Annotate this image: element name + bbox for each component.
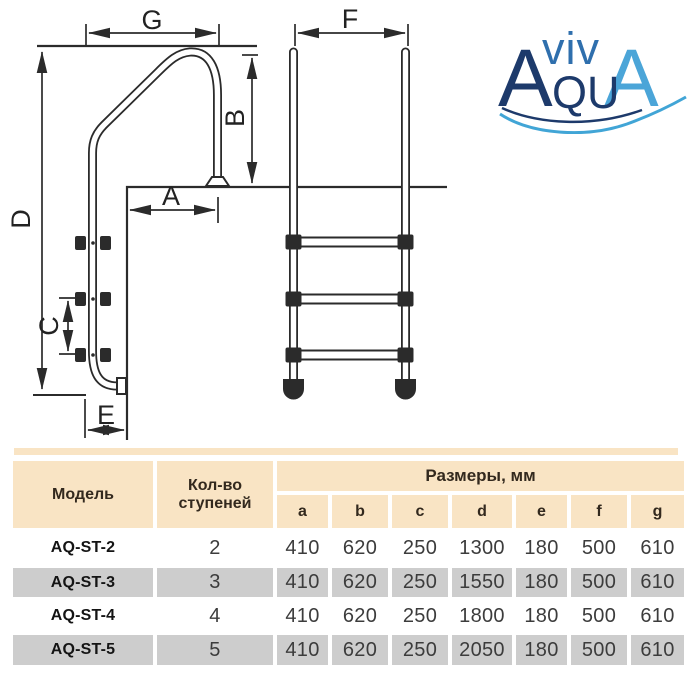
model-name: AQ-ST-2 [13,532,153,564]
steps-count: 2 [157,532,273,564]
front-view-drawing [283,24,416,400]
model-name: AQ-ST-4 [13,601,153,631]
value-d: 2050 [452,635,512,665]
value-g: 610 [631,635,684,665]
ladder-rails-front [294,52,406,390]
value-f: 500 [571,635,627,665]
value-c: 250 [392,532,448,564]
dim-col-c: c [392,495,448,528]
wall-flange [117,378,126,394]
dim-label-g: G [141,5,163,35]
dim-label-a: A [161,181,181,211]
value-e: 180 [516,532,567,564]
value-b: 620 [332,635,388,665]
dim-col-b: b [332,495,388,528]
value-a: 410 [277,601,328,631]
value-g: 610 [631,568,684,597]
logo-letter-a1: A [498,33,553,124]
value-c: 250 [392,635,448,665]
value-f: 500 [571,568,627,597]
ladder-feet [283,379,416,400]
value-a: 410 [277,532,328,564]
value-g: 610 [631,601,684,631]
value-a: 410 [277,568,328,597]
value-e: 180 [516,635,567,665]
dim-col-a: a [277,495,328,528]
dim-label-d: D [6,209,36,229]
spec-table [13,461,684,665]
deck-and-wall-line [127,187,447,440]
model-name: AQ-ST-3 [13,568,153,597]
col-header-model: Модель [13,461,153,528]
value-g: 610 [631,532,684,564]
value-b: 620 [332,532,388,564]
logo-word-viv: viv [542,23,600,74]
dim-col-f: f [571,495,627,528]
logo-letter-a2: A [604,33,659,124]
model-name: AQ-ST-5 [13,635,153,665]
dim-col-g: g [631,495,684,528]
value-d: 1800 [452,601,512,631]
dim-label-e: E [96,400,116,430]
value-f: 500 [571,532,627,564]
dim-label-b: B [220,108,250,128]
side-view-drawing [33,24,447,440]
steps-count: 4 [157,601,273,631]
value-e: 180 [516,601,567,631]
col-header-steps: Кол-во ступеней [157,461,273,528]
deck-flange [206,177,229,186]
value-d: 1300 [452,532,512,564]
value-f: 500 [571,601,627,631]
logo-word-qu: QU [552,67,620,118]
steps-count: 3 [157,568,273,597]
col-header-dimensions: Размеры, мм [277,461,684,491]
value-b: 620 [332,601,388,631]
value-a: 410 [277,635,328,665]
value-b: 620 [332,568,388,597]
brand-logo [492,10,690,134]
steps-count: 5 [157,635,273,665]
ladder-rungs [286,235,414,363]
value-e: 180 [516,568,567,597]
value-c: 250 [392,601,448,631]
dim-label-c: C [34,316,64,336]
value-c: 250 [392,568,448,597]
handrail-tube-side [93,52,218,386]
dim-col-d: d [452,495,512,528]
table-accent-bar [14,448,678,455]
dim-col-e: e [516,495,567,528]
dim-label-f: F [341,4,359,34]
value-d: 1550 [452,568,512,597]
